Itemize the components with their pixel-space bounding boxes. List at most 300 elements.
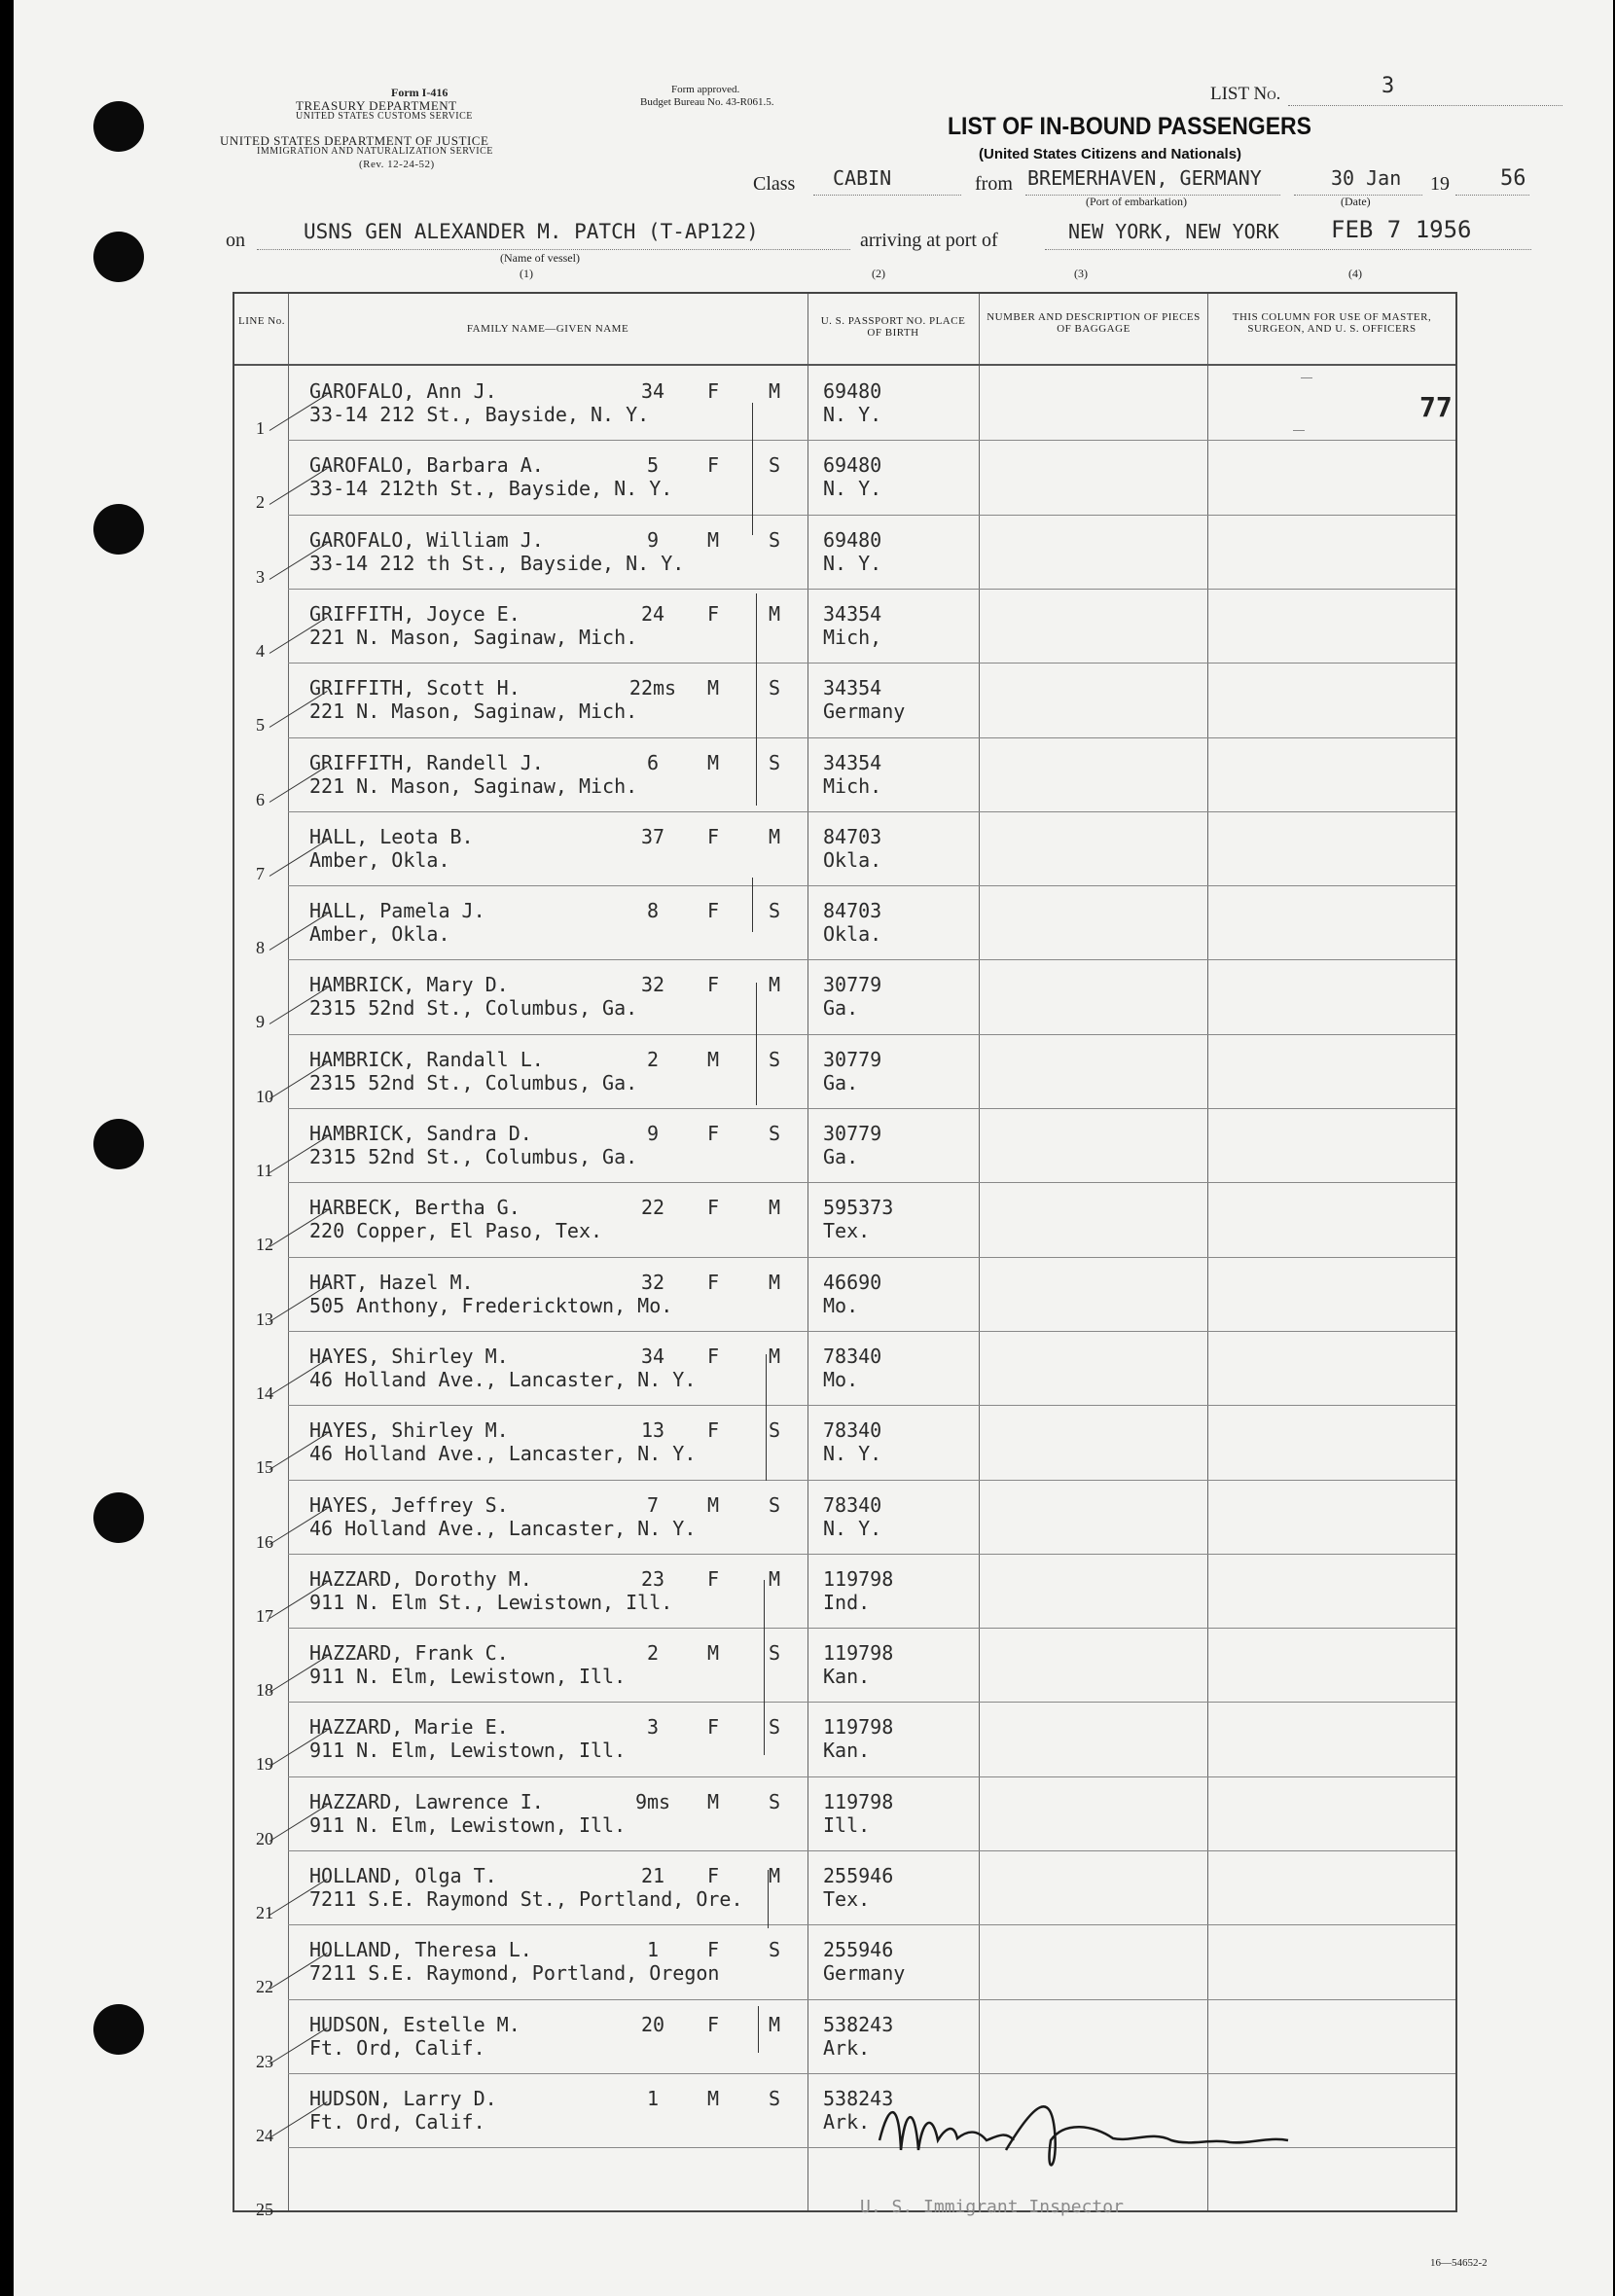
row-number: 16 <box>256 1531 273 1552</box>
passenger-address: 33-14 212th St., Bayside, N. Y. <box>309 477 673 501</box>
passenger-row <box>234 811 1455 885</box>
passenger-age: 9 <box>646 527 660 552</box>
row-number: 18 <box>256 1680 273 1701</box>
passenger-marital-status: S <box>769 1938 781 1962</box>
passenger-age: 5 <box>646 453 660 478</box>
place-of-birth: Ind. <box>823 1590 871 1614</box>
passenger-row <box>234 737 1455 811</box>
passenger-age: 6 <box>646 750 660 774</box>
passenger-address: 33-14 212 th St., Bayside, N. Y. <box>309 551 685 575</box>
place-of-birth: Ga. <box>823 996 859 1021</box>
passenger-address: 33-14 212 St., Bayside, N. Y. <box>309 403 650 426</box>
passenger-name: HALL, Pamela J. <box>309 899 485 923</box>
row-divider <box>288 1776 1455 1777</box>
passenger-name: HART, Hazel M. <box>309 1270 474 1294</box>
passenger-age: 34 <box>640 1344 665 1368</box>
row-number: 24 <box>256 2125 273 2145</box>
from-label: from <box>975 173 1013 195</box>
vessel-caption: (Name of vessel) <box>500 251 580 265</box>
passenger-address: Ft. Ord, Calif. <box>309 2035 485 2060</box>
row-divider <box>288 1182 1455 1183</box>
passenger-name: HAZZARD, Lawrence I. <box>309 1789 544 1813</box>
passenger-marital-status: M <box>769 1196 781 1220</box>
passenger-name: HAZZARD, Marie E. <box>309 1715 509 1740</box>
passenger-marital-status: S <box>769 676 781 700</box>
passport-number: 538243 <box>823 2086 894 2110</box>
passenger-age: 9ms <box>634 1789 671 1813</box>
col-2-caption: (2) <box>872 267 885 280</box>
inspector-signature <box>860 2082 1308 2189</box>
passenger-marital-status: S <box>769 1418 781 1443</box>
passport-number: 255946 <box>823 1864 894 1887</box>
family-bracket <box>756 983 757 1105</box>
passenger-row <box>234 959 1455 1033</box>
manifest-page <box>14 0 1613 2296</box>
passenger-marital-status: S <box>769 750 781 774</box>
passenger-address: 46 Holland Ave., Lancaster, N. Y. <box>309 1442 697 1466</box>
revision: (Rev. 12-24-52) <box>359 159 435 170</box>
col-line-header: LINE No. <box>238 315 285 327</box>
place-of-birth: Mich. <box>823 773 882 798</box>
passenger-marital-status: S <box>769 527 781 552</box>
passenger-name: HAMBRICK, Sandra D. <box>309 1122 532 1145</box>
passenger-age: 1 <box>646 2086 660 2110</box>
passenger-age: 13 <box>640 1418 665 1443</box>
passenger-name: HAYES, Shirley M. <box>309 1344 509 1368</box>
row-divider <box>288 1702 1455 1703</box>
row-divider <box>288 515 1455 516</box>
row-divider <box>288 2073 1455 2074</box>
passenger-age: 37 <box>640 824 665 848</box>
justice-dept: UNITED STATES DEPARTMENT OF JUSTICE <box>220 133 489 148</box>
row-number: 23 <box>256 2051 273 2071</box>
place-of-birth: Kan. <box>823 1739 871 1763</box>
passenger-sex: M <box>707 750 720 774</box>
passenger-age: 3 <box>646 1715 660 1740</box>
row-number: 10 <box>256 1086 273 1106</box>
passenger-name: GAROFALO, William J. <box>309 527 544 552</box>
passenger-age: 7 <box>646 1492 660 1517</box>
passport-number: 78340 <box>823 1344 882 1368</box>
row-number: 9 <box>256 1012 265 1032</box>
place-of-birth: N. Y. <box>823 551 882 575</box>
port-embark: BREMERHAVEN, GERMANY <box>1027 166 1262 190</box>
passenger-name: HAMBRICK, Randall L. <box>309 1047 544 1071</box>
manifest-subtitle: (United States Citizens and Nationals) <box>979 146 1242 162</box>
passenger-marital-status: S <box>769 2086 781 2110</box>
passenger-row <box>234 1924 1455 1998</box>
passenger-marital-status: S <box>769 1047 781 1071</box>
passport-number: 119798 <box>823 1641 894 1666</box>
passport-number: 69480 <box>823 379 882 403</box>
passport-number: 34354 <box>823 601 882 626</box>
passenger-marital-status: S <box>769 453 781 478</box>
passenger-row <box>234 515 1455 589</box>
passport-number: 46690 <box>823 1270 882 1294</box>
passenger-name: HAYES, Jeffrey S. <box>309 1492 509 1517</box>
passenger-sex: M <box>707 1492 720 1517</box>
row-divider <box>288 1331 1455 1332</box>
place-of-birth: N. Y. <box>823 403 882 426</box>
passenger-sex: M <box>707 1641 720 1666</box>
passport-number: 30779 <box>823 1047 882 1071</box>
row-divider <box>288 959 1455 960</box>
passenger-sex: F <box>707 899 720 923</box>
passenger-row <box>234 1034 1455 1108</box>
row-number: 6 <box>256 789 265 809</box>
passenger-marital-status: S <box>769 1789 781 1813</box>
passenger-address: Ft. Ord, Calif. <box>309 2109 485 2134</box>
passenger-row <box>234 1702 1455 1776</box>
passenger-address: 505 Anthony, Fredericktown, Mo. <box>309 1293 673 1317</box>
on-label: on <box>226 230 245 251</box>
passenger-name: GAROFALO, Barbara A. <box>309 453 544 478</box>
row-divider <box>288 1628 1455 1629</box>
passenger-row <box>234 1331 1455 1405</box>
customs-service: UNITED STATES CUSTOMS SERVICE <box>296 111 473 122</box>
year-prefix: 19 <box>1430 173 1450 195</box>
ins-service: IMMIGRATION AND NATURALIZATION SERVICE <box>257 146 493 157</box>
passenger-age: 32 <box>640 1270 665 1294</box>
passenger-name: GRIFFITH, Joyce E. <box>309 601 520 626</box>
passenger-marital-status: M <box>769 601 781 626</box>
passenger-marital-status: M <box>769 1270 781 1294</box>
manifest-title: LIST OF IN-BOUND PASSENGERS <box>948 113 1311 140</box>
col-officers-header: THIS COLUMN FOR USE OF MASTER, SURGEON, AND U. S. OFFICERS <box>1232 311 1432 335</box>
passenger-sex: F <box>707 824 720 848</box>
row-number: 17 <box>256 1605 273 1626</box>
row-divider <box>288 1257 1455 1258</box>
row-divider <box>288 1999 1455 2000</box>
row-number: 15 <box>256 1457 273 1478</box>
place-of-birth: Mo. <box>823 1367 859 1391</box>
passenger-marital-status: S <box>769 1122 781 1145</box>
place-of-birth: N. Y. <box>823 477 882 501</box>
place-of-birth: N. Y. <box>823 1442 882 1466</box>
passenger-address: 7211 S.E. Raymond St., Portland, Ore. <box>309 1887 743 1911</box>
passenger-name: HUDSON, Estelle M. <box>309 2012 520 2036</box>
passenger-name: HARBECK, Bertha G. <box>309 1196 520 1220</box>
passport-number: 78340 <box>823 1492 882 1517</box>
passenger-age: 34 <box>640 379 665 403</box>
passport-number: 78340 <box>823 1418 882 1443</box>
row-divider <box>288 663 1455 664</box>
col-4-caption: (4) <box>1348 267 1362 280</box>
row-number: 7 <box>256 863 265 883</box>
family-bracket <box>752 878 753 932</box>
row-number: 12 <box>256 1235 273 1255</box>
passenger-table <box>233 292 1457 2220</box>
list-no-line <box>1288 105 1562 106</box>
year-line <box>1455 195 1529 196</box>
passenger-address: 221 N. Mason, Saginaw, Mich. <box>309 773 638 798</box>
passenger-name: HUDSON, Larry D. <box>309 2086 497 2110</box>
passport-number: 119798 <box>823 1789 894 1813</box>
row-divider <box>288 811 1455 812</box>
family-bracket <box>756 593 757 806</box>
col-1-caption: (1) <box>520 267 533 280</box>
year-value: 56 <box>1500 166 1526 191</box>
passenger-marital-status: S <box>769 899 781 923</box>
family-bracket <box>766 1354 767 1481</box>
col-3-caption: (3) <box>1074 267 1088 280</box>
passenger-age: 22ms <box>628 676 677 700</box>
punch-hole <box>93 1119 144 1169</box>
passenger-address: 220 Copper, El Paso, Tex. <box>309 1219 603 1243</box>
row-divider <box>288 885 1455 886</box>
family-bracket <box>768 1870 769 1928</box>
passenger-sex: F <box>707 1715 720 1740</box>
passenger-sex: F <box>707 1196 720 1220</box>
row-divider <box>288 1108 1455 1109</box>
passenger-name: GRIFFITH, Scott H. <box>309 676 520 700</box>
inspector-stamp: U. S. Immigrant Inspector <box>860 2197 1124 2217</box>
passport-number: 119798 <box>823 1715 894 1740</box>
row-number: 11 <box>256 1161 273 1180</box>
place-of-birth: Okla. <box>823 847 882 872</box>
place-of-birth: Okla. <box>823 922 882 947</box>
place-of-birth: Mo. <box>823 1293 859 1317</box>
class-line <box>813 195 961 196</box>
passenger-age: 24 <box>640 601 665 626</box>
arrival-port-line <box>1045 249 1531 250</box>
passenger-sex: M <box>707 1789 720 1813</box>
passenger-address: 46 Holland Ave., Lancaster, N. Y. <box>309 1516 697 1540</box>
place-of-birth: Kan. <box>823 1665 871 1689</box>
passenger-marital-status: S <box>769 1641 781 1666</box>
vessel-name: USNS GEN ALEXANDER M. PATCH (T-AP122) <box>304 220 759 243</box>
family-bracket <box>758 2006 759 2053</box>
passenger-marital-status: M <box>769 973 781 997</box>
passenger-sex: F <box>707 1122 720 1145</box>
passport-number: 34354 <box>823 676 882 700</box>
row-number: 19 <box>256 1754 273 1775</box>
passenger-sex: M <box>707 676 720 700</box>
passenger-name: HAZZARD, Frank C. <box>309 1641 509 1666</box>
vessel-line <box>257 249 850 250</box>
passenger-name: HALL, Leota B. <box>309 824 474 848</box>
arriving-label: arriving at port of <box>860 230 998 251</box>
passport-number: 255946 <box>823 1938 894 1962</box>
passenger-marital-status: M <box>769 1864 781 1887</box>
place-of-birth: Tex. <box>823 1887 871 1911</box>
col-name-header: FAMILY NAME—GIVEN NAME <box>466 323 629 335</box>
punch-hole <box>93 504 144 555</box>
passenger-marital-status: M <box>769 379 781 403</box>
passenger-address: 911 N. Elm St., Lewistown, Ill. <box>309 1590 673 1614</box>
passenger-name: HOLLAND, Olga T. <box>309 1864 497 1887</box>
passport-number: 119798 <box>823 1566 894 1591</box>
row-divider <box>288 1480 1455 1481</box>
passenger-marital-status: S <box>769 1492 781 1517</box>
passenger-marital-status: M <box>769 1566 781 1591</box>
passenger-sex: M <box>707 1047 720 1071</box>
row-number: 22 <box>256 1977 273 1997</box>
row-number: 13 <box>256 1309 273 1329</box>
row-divider <box>288 1924 1455 1925</box>
row-divider <box>288 440 1455 441</box>
passenger-sex: M <box>707 2086 720 2110</box>
passenger-marital-status: M <box>769 824 781 848</box>
passenger-sex: F <box>707 2012 720 2036</box>
place-of-birth: Ark. <box>823 2035 871 2060</box>
passenger-age: 2 <box>646 1047 660 1071</box>
passenger-age: 22 <box>640 1196 665 1220</box>
place-of-birth: Mich, <box>823 625 882 649</box>
place-of-birth: Ill. <box>823 1812 871 1837</box>
passenger-row <box>234 1257 1455 1331</box>
passport-number: 69480 <box>823 527 882 552</box>
row-divider <box>288 589 1455 590</box>
passenger-row <box>234 1182 1455 1256</box>
row-number: 1 <box>256 418 265 438</box>
place-of-birth: Ga. <box>823 1145 859 1168</box>
passport-number: 84703 <box>823 824 882 848</box>
passport-number: 34354 <box>823 750 882 774</box>
passenger-age: 23 <box>640 1566 665 1591</box>
passenger-marital-status: M <box>769 2012 781 2036</box>
list-no: 3 <box>1382 74 1395 98</box>
row-number: 20 <box>256 1828 273 1848</box>
place-of-birth: Ga. <box>823 1070 859 1094</box>
passenger-sex: F <box>707 453 720 478</box>
passenger-row <box>234 1554 1455 1628</box>
form-number: Form I-416 <box>391 86 449 99</box>
passenger-address: 2315 52nd St., Columbus, Ga. <box>309 996 638 1021</box>
passenger-address: 221 N. Mason, Saginaw, Mich. <box>309 700 638 724</box>
passenger-address: 7211 S.E. Raymond, Portland, Oregon <box>309 1961 720 1986</box>
row-number: 14 <box>256 1382 273 1403</box>
punch-hole <box>93 232 144 282</box>
port-embark-caption: (Port of embarkation) <box>1086 195 1187 208</box>
passenger-age: 20 <box>640 2012 665 2036</box>
passenger-address: Amber, Okla. <box>309 847 450 872</box>
place-of-birth: Germany <box>823 1961 906 1986</box>
place-of-birth: Ark. <box>823 2109 871 2134</box>
row-divider <box>288 1405 1455 1406</box>
passenger-row <box>234 885 1455 959</box>
punch-hole <box>93 2004 144 2055</box>
passenger-sex: F <box>707 1566 720 1591</box>
row-number: 3 <box>256 566 265 587</box>
row-divider <box>288 1850 1455 1851</box>
passenger-age: 2 <box>646 1641 660 1666</box>
date-caption: (Date) <box>1341 195 1371 208</box>
treasury-dept: TREASURY DEPARTMENT <box>296 98 457 113</box>
passenger-address: Amber, Okla. <box>309 922 450 947</box>
passenger-row <box>234 1405 1455 1479</box>
row-divider <box>288 1034 1455 1035</box>
passenger-row <box>234 589 1455 663</box>
passenger-sex: F <box>707 601 720 626</box>
passenger-row <box>234 1999 1455 2073</box>
passport-number: 30779 <box>823 1122 882 1145</box>
footer-code: 16—54652-2 <box>1430 2257 1488 2269</box>
arrival-port: NEW YORK, NEW YORK <box>1068 220 1279 243</box>
passenger-sex: F <box>707 1938 720 1962</box>
passenger-age: 1 <box>646 1938 660 1962</box>
passenger-sex: M <box>707 527 720 552</box>
class-value: CABIN <box>833 166 892 190</box>
passenger-row <box>234 1850 1455 1924</box>
officer-note: 77 <box>1419 391 1453 423</box>
date-value: 30 Jan <box>1331 166 1402 190</box>
passport-number: 30779 <box>823 973 882 997</box>
row-divider <box>288 737 1455 738</box>
passport-number: 595373 <box>823 1196 894 1220</box>
passenger-sex: F <box>707 1344 720 1368</box>
place-of-birth: Tex. <box>823 1219 871 1243</box>
row-number: 21 <box>256 1903 273 1922</box>
passenger-address: 911 N. Elm, Lewistown, Ill. <box>309 1812 627 1837</box>
passport-number: 538243 <box>823 2012 894 2036</box>
passenger-address: 221 N. Mason, Saginaw, Mich. <box>309 625 638 649</box>
passenger-address: 911 N. Elm, Lewistown, Ill. <box>309 1665 627 1689</box>
place-of-birth: N. Y. <box>823 1516 882 1540</box>
passenger-address: 2315 52nd St., Columbus, Ga. <box>309 1145 638 1168</box>
passenger-row <box>234 1776 1455 1850</box>
passenger-row <box>234 1628 1455 1702</box>
col-passport-header: U. S. PASSPORT NO. PLACE OF BIRTH <box>820 315 966 339</box>
budget-bureau: Budget Bureau No. 43-R061.5. <box>640 96 774 108</box>
col-baggage-header: NUMBER AND DESCRIPTION OF PIECES OF BAGGAGE <box>987 311 1201 335</box>
row-divider <box>288 1554 1455 1555</box>
passport-number: 84703 <box>823 899 882 923</box>
row-number: 5 <box>256 715 265 735</box>
passenger-sex: F <box>707 1270 720 1294</box>
passenger-sex: F <box>707 1864 720 1887</box>
passport-number: 69480 <box>823 453 882 478</box>
passenger-row <box>234 440 1455 514</box>
passenger-sex: F <box>707 1418 720 1443</box>
passenger-row <box>234 1480 1455 1554</box>
family-bracket <box>752 403 753 535</box>
list-no-label: LIST No. <box>1210 84 1281 104</box>
arrival-date-stamp: FEB 7 1956 <box>1331 216 1472 243</box>
passenger-name: HAYES, Shirley M. <box>309 1418 509 1443</box>
row-number: 8 <box>256 938 265 958</box>
passenger-marital-status: S <box>769 1715 781 1740</box>
passenger-row <box>234 1108 1455 1182</box>
passenger-row <box>234 366 1455 440</box>
passenger-row <box>234 663 1455 736</box>
punch-hole <box>93 1492 144 1543</box>
row-number: 2 <box>256 492 265 513</box>
passenger-age: 32 <box>640 973 665 997</box>
class-label: Class <box>753 173 796 195</box>
passenger-name: HAMBRICK, Mary D. <box>309 973 509 997</box>
passenger-age: 9 <box>646 1122 660 1145</box>
passenger-address: 911 N. Elm, Lewistown, Ill. <box>309 1739 627 1763</box>
passenger-address: 2315 52nd St., Columbus, Ga. <box>309 1070 638 1094</box>
form-approved: Form approved. <box>671 84 740 95</box>
punch-hole <box>93 101 144 152</box>
passenger-name: HAZZARD, Dorothy M. <box>309 1566 532 1591</box>
passenger-name: HOLLAND, Theresa L. <box>309 1938 532 1962</box>
place-of-birth: Germany <box>823 700 906 724</box>
row-number: 25 <box>256 2200 273 2220</box>
row-number: 4 <box>256 640 265 661</box>
passenger-name: GAROFALO, Ann J. <box>309 379 497 403</box>
passenger-address: 46 Holland Ave., Lancaster, N. Y. <box>309 1367 697 1391</box>
passenger-sex: F <box>707 379 720 403</box>
family-bracket <box>764 1580 765 1755</box>
passenger-age: 21 <box>640 1864 665 1887</box>
passenger-age: 8 <box>646 899 660 923</box>
passenger-name: GRIFFITH, Randell J. <box>309 750 544 774</box>
passenger-marital-status: M <box>769 1344 781 1368</box>
passenger-sex: F <box>707 973 720 997</box>
